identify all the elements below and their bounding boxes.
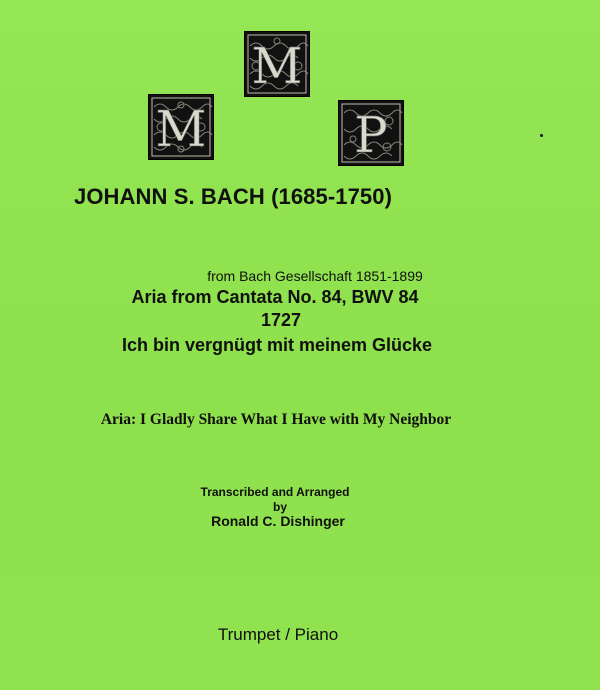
publisher-logo-p: [338, 100, 404, 166]
logo-letter-m1: M: [155, 100, 207, 158]
publisher-logo-m-left: [148, 94, 214, 160]
instrumentation: Trumpet / Piano: [217, 625, 339, 644]
publisher-logo-m-top: [244, 31, 310, 97]
speck: [540, 134, 543, 137]
composer-heading: JOHANN S. BACH (1685-1750): [74, 184, 393, 209]
work-year: 1727: [260, 310, 302, 330]
logo-letter-p: P: [354, 106, 388, 164]
source-line: from Bach Gesellschaft 1851-1899: [207, 268, 423, 284]
german-title: Ich bin vergnügt mit meinem Glücke: [121, 335, 433, 355]
english-title: Aria: I Gladly Share What I Have with My Neighbor: [100, 411, 452, 428]
work-title: Aria from Cantata No. 84, BWV 84: [131, 287, 419, 307]
credit-line-2: by: [272, 500, 287, 514]
arranger-name: Ronald C. Dishinger: [211, 513, 345, 529]
credit-line-1: Transcribed and Arranged: [200, 485, 350, 499]
logo-letter-m2: M: [251, 37, 303, 95]
